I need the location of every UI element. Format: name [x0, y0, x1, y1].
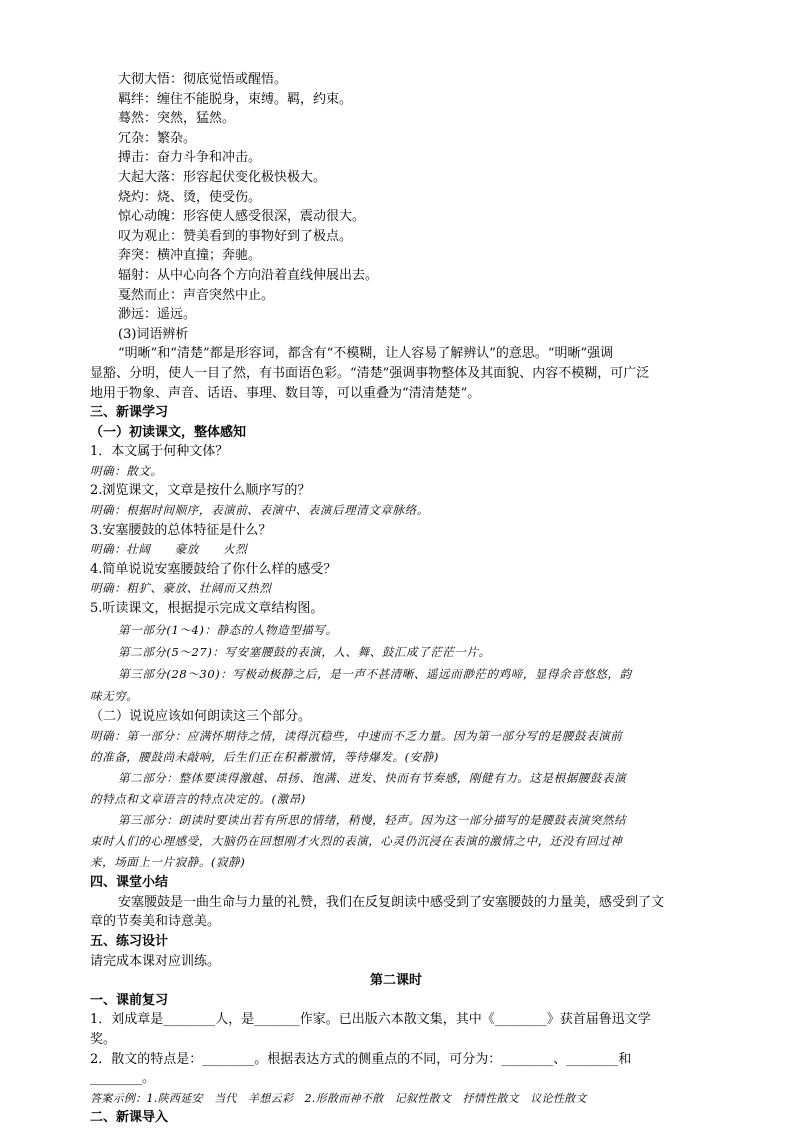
section-heading: 四、课堂小结 — [90, 875, 169, 891]
reading-guide: 束时人们的心理感受，大脑仍在回想刚才火烈的表演，心灵仍沉浸在表演的激情之中，还没有回过神 — [90, 834, 623, 849]
vocab-item: 戛然而止：声音突然中止。 — [118, 287, 275, 303]
reading-guide: 第二部分：整体要读得激越、昂扬、饱满、迸发、快而有节奏感，刚健有力。这是根据腰鼓表演 — [118, 771, 627, 786]
summary-line: 安塞腰鼓是一曲生命与力量的礼赞，我们在反复朗读中感受到了安塞腰鼓的力量美，感受到了文 — [118, 894, 665, 910]
vocab-item: 烧灼：烧、烫，使受伤。 — [118, 189, 262, 205]
vocab-item: 冗杂：繁杂。 — [118, 130, 197, 146]
paragraph-line: “明晰”和“清楚”都是形容词，都含有“不模糊，让人容易了解辨认”的意思。“明晰”强调 — [118, 346, 614, 362]
question: 1．本文属于何种文体？ — [90, 444, 229, 460]
section-heading: 二、新课导入 — [90, 1110, 169, 1126]
summary-line: 章的节奏美和诗意美。 — [90, 914, 221, 930]
question: 2.浏览课文，文章是按什么顺序写的？ — [90, 483, 311, 499]
vocab-item: 奔突：横冲直撞；奔驰。 — [118, 248, 262, 264]
vocab-item: 叹为观止：赞美看到的事物好到了极点。 — [118, 228, 353, 244]
review-question: ________。 — [90, 1071, 156, 1087]
vocab-item: 辐射：从中心向各个方向沿着直线伸展出去。 — [118, 267, 379, 283]
reading-guide: 来，场面上一片寂静。(寂静) — [90, 855, 246, 870]
subsection-heading: （一）初读课文，整体感知 — [90, 424, 247, 440]
reading-guide: 第三部分：朗读时要读出若有所思的情绪，稍慢，轻声。因为这一部分描写的是腰鼓表演突然结 — [118, 813, 627, 828]
structure-part: 第一部分(1～4)：静态的人物造型描写。 — [118, 622, 338, 637]
vocab-item: 搏击：奋力斗争和冲击。 — [118, 150, 262, 166]
question: 4.简单说说安塞腰鼓给了你什么样的感受？ — [90, 561, 337, 577]
answer: 明确：散文。 — [90, 463, 163, 478]
review-question: 1．刘成章是________人，是_______作家。已出版六本散文集，其中《________》获首届鲁迅文学 — [90, 1012, 651, 1028]
review-question: 奖。 — [90, 1031, 117, 1047]
vocab-item: 惊心动魄：形容使人感受很深，震动很大。 — [118, 209, 366, 225]
vocab-item: 羁绊：缠住不能脱身，束缚。羁，约束。 — [118, 91, 353, 107]
vocab-item: 大起大落：形容起伏变化极快极大。 — [118, 169, 327, 185]
reading-guide: 的准备，腰鼓尚未敲响，后生们正在积蓄激情，等待爆发。(安静) — [90, 750, 439, 765]
paragraph-line: 显豁、分明，使人一目了然，有书面语色彩。“清楚”强调事物整体及其面貌、内容不模糊，可广泛 — [90, 365, 650, 381]
structure-part: 味无穷。 — [90, 688, 139, 703]
answer: 明确：壮阔 豪放 火烈 — [90, 542, 248, 557]
vocab-item: 渺远：遥远。 — [118, 307, 197, 323]
vocab-item: 大彻大悟：彻底觉悟或醒悟。 — [118, 72, 288, 87]
answer-example: 答案示例：1.陕西延安 当代 羊想云彩 2.形散而神不散 记叙性散文 抒情性散文 议论性散文 — [90, 1091, 587, 1105]
answer: 明确：粗犷、豪放、壮阔而又热烈 — [90, 581, 272, 596]
review-question: 2．散文的特点是：________。根据表达方式的侧重点的不同，可分为：________、________和 — [90, 1051, 632, 1067]
question: 5.听读课文，根据提示完成文章结构图。 — [90, 601, 324, 617]
exercise-text: 请完成本课对应训练。 — [90, 953, 221, 969]
reading-guide: 明确：第一部分：应满怀期待之情，读得沉稳些，中速而不乏力量。因为第一部分写的是腰鼓表演前 — [90, 729, 623, 744]
section-heading: 三、新课学习 — [90, 405, 169, 421]
subsection-heading: （二）说说应该如何朗读这三个部分。 — [90, 708, 312, 724]
structure-part: 第二部分(5～27)：写安塞腰鼓的表演，人、舞、鼓汇成了茫茫一片。 — [118, 644, 491, 659]
structure-part: 第三部分(28～30)：写极动极静之后，是一声不甚清晰、遥远而渺茫的鸡啼，显得余音悠悠，韵 — [118, 666, 632, 681]
section-heading: 五、练习设计 — [90, 934, 169, 949]
document-page — [90, 70, 702, 1128]
vocab-list — [90, 70, 702, 325]
answer: 明确：根据时间顺序，表演前、表演中、表演后理清文章脉络。 — [90, 503, 429, 518]
question: 3.安塞腰鼓的总体特征是什么？ — [90, 522, 272, 538]
subsection-heading: (3)词语辨析 — [118, 326, 189, 342]
vocab-item: 蓦然：突然，猛然。 — [118, 111, 236, 127]
reading-guide: 的特点和文章语言的特点决定的。(激昂) — [90, 792, 306, 807]
paragraph-line: 地用于物象、声音、话语、事理、数目等，可以重叠为“清清楚楚”。 — [90, 385, 481, 401]
lesson-title: 第二课时 — [369, 973, 422, 989]
section-heading: 一、课前复习 — [90, 992, 169, 1008]
